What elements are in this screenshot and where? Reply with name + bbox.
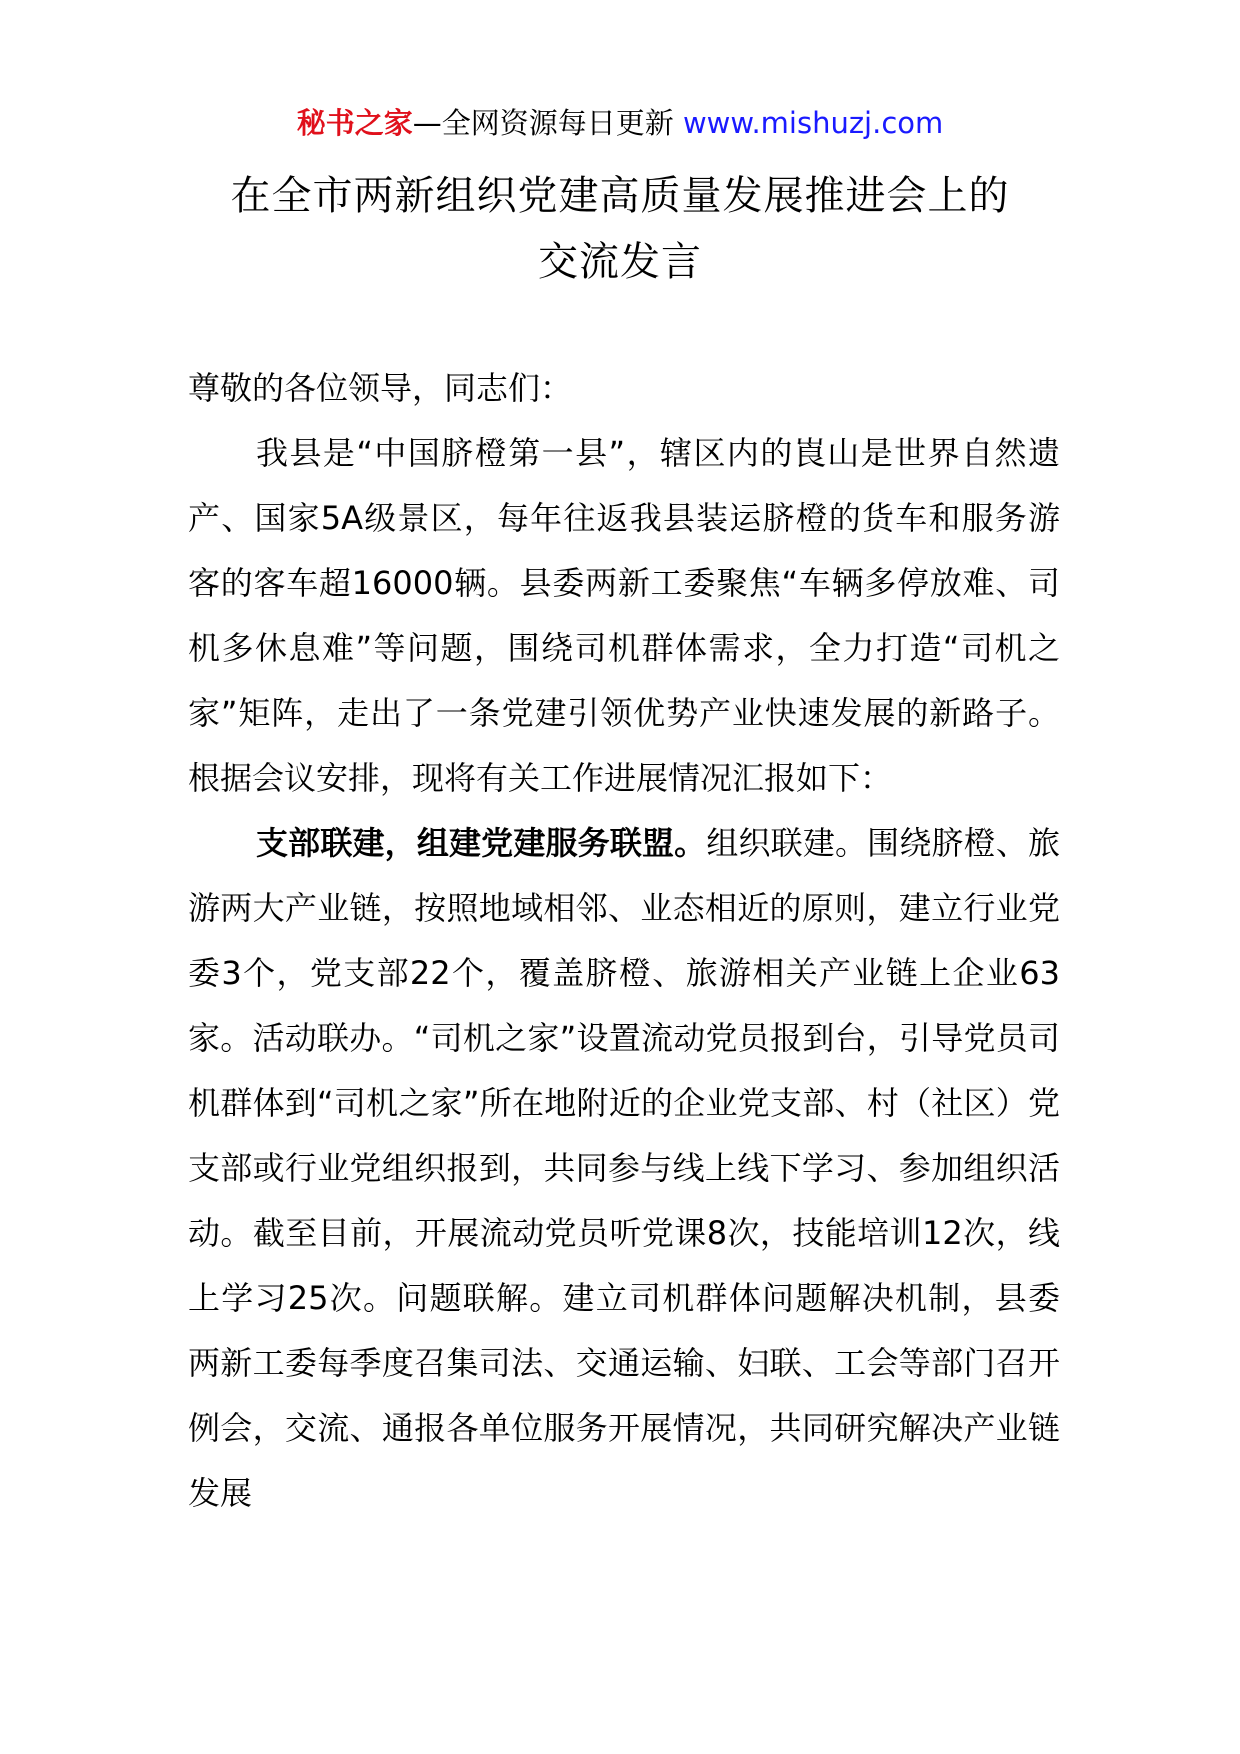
- header-tagline: 全网资源每日更新: [441, 106, 674, 140]
- paragraph-text: 组织联建。围绕脐橙、旅游两大产业链，按照地域相邻、业态相近的原则，建立行业党委3个，党支部22个，覆盖脐橙、旅游相关产业链上企业63家。活动联办。“司机之家”设置流动党员报到台，引导党员司机群体到“司机之家”所在地附近的企业党支部、村（社区）党支部或行业党组织报到，共同参与线上线下学习、参加组织活动。截至目前，开展流动党员听党课8次，技能培训12次，线上学习25次。问题联解。建立司机群体问题解决机制，县委两新工委每季度召集司法、交通运输、妇联、工会等部门召开例会，交流、通报各单位服务开展情况，共同研究解决产业链发展: [188, 824, 1060, 1512]
- title-line-2: 交流发言: [538, 239, 702, 285]
- site-url-link[interactable]: www.mishuzj.com: [682, 106, 944, 140]
- header-dash: —: [412, 106, 442, 140]
- paragraph-heading: 支部联建，组建党建服务联盟。: [256, 824, 707, 862]
- site-header: [0, 100, 1240, 146]
- brand-name: 秘书之家: [296, 106, 413, 140]
- document-title: [0, 163, 1240, 295]
- salutation: 尊敬的各位领导，同志们：: [188, 369, 573, 407]
- title-line-1: 在全市两新组织党建高质量发展推进会上的: [230, 173, 1010, 219]
- paragraph-branch-building: [188, 811, 1060, 1526]
- document-body: [188, 356, 1060, 1526]
- paragraph-intro: 我县是“中国脐橙第一县”，辖区内的崀山是世界自然遗产、国家5A级景区，每年往返我县装运脐橙的货车和服务游客的客车超16000辆。县委两新工委聚焦“车辆多停放难、司机多休息难”等问题，围绕司机群体需求，全力打造“司机之家”矩阵，走出了一条党建引领优势产业快速发展的新路子。根据会议安排，现将有关工作进展情况汇报如下：: [188, 434, 1060, 797]
